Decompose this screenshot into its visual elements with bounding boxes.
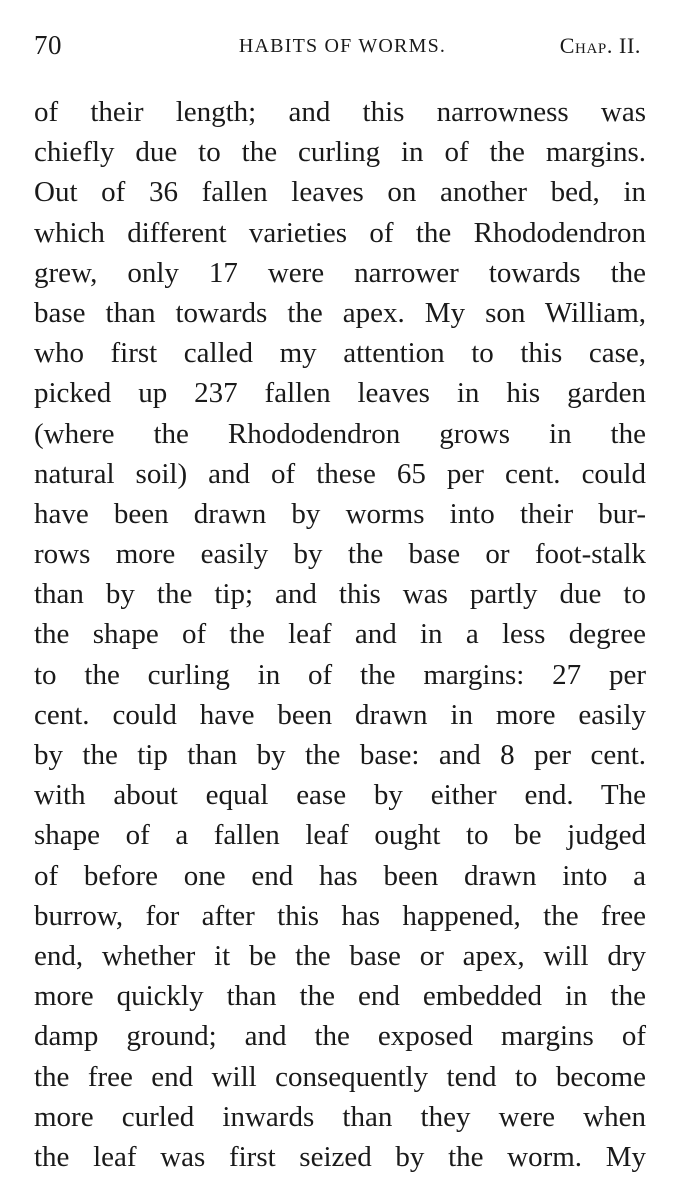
text-line: by the tip than by the base: and 8 per cent.: [34, 739, 646, 771]
text-line: rows more easily by the base or foot-stalk: [34, 538, 646, 571]
text-line: which different varieties of the Rhododendron: [34, 216, 646, 249]
text-line: more quickly than the end embedded in the: [34, 980, 646, 1013]
text-line: cent. could have been drawn in more easily: [34, 698, 646, 731]
text-line: of before one end has been drawn into a: [34, 859, 646, 892]
text-line: burrow, for after this has happened, the free: [34, 899, 646, 932]
text-line: (where the Rhododendron grows in the: [34, 417, 646, 450]
text-line: who first called my attention to this case,: [34, 337, 646, 370]
text-line: end, whether it be the base or apex, will dry: [34, 939, 646, 972]
text-line: natural soil) and of these 65 per cent. could: [34, 457, 646, 490]
text-line: have been drawn by worms into their bur-: [34, 497, 646, 530]
text-line: shape of a fallen leaf ought to be judged: [34, 819, 646, 852]
text-line: the free end will consequently tend to become: [34, 1060, 646, 1093]
text-line: the leaf was first seized by the worm. My: [34, 1140, 646, 1173]
text-line: picked up 237 fallen leaves in his garden: [34, 377, 646, 410]
text-line: of their length; and this narrowness was: [34, 96, 646, 128]
text-line: with about equal ease by either end. The: [34, 779, 646, 812]
text-line: than by the tip; and this was partly due to: [34, 578, 646, 611]
page-number: 70: [34, 30, 62, 60]
body-text: [34, 92, 646, 1177]
chapter-reference: Chap. II.: [559, 33, 641, 58]
text-line: damp ground; and the exposed margins of: [34, 1020, 646, 1053]
text-line: Out of 36 fallen leaves on another bed, in: [34, 176, 646, 209]
text-line: base than towards the apex. My son William,: [34, 296, 646, 329]
text-line: the shape of the leaf and in a less degree: [34, 618, 646, 651]
text-line: to the curling in of the margins: 27 per: [34, 658, 646, 691]
text-line: more curled inwards than they were when: [34, 1100, 646, 1133]
text-line: chiefly due to the curling in of the margins.: [34, 136, 646, 169]
running-head: [34, 30, 641, 64]
running-title: HABITS OF WORMS.: [238, 35, 447, 57]
text-line: grew, only 17 were narrower towards the: [34, 256, 646, 289]
